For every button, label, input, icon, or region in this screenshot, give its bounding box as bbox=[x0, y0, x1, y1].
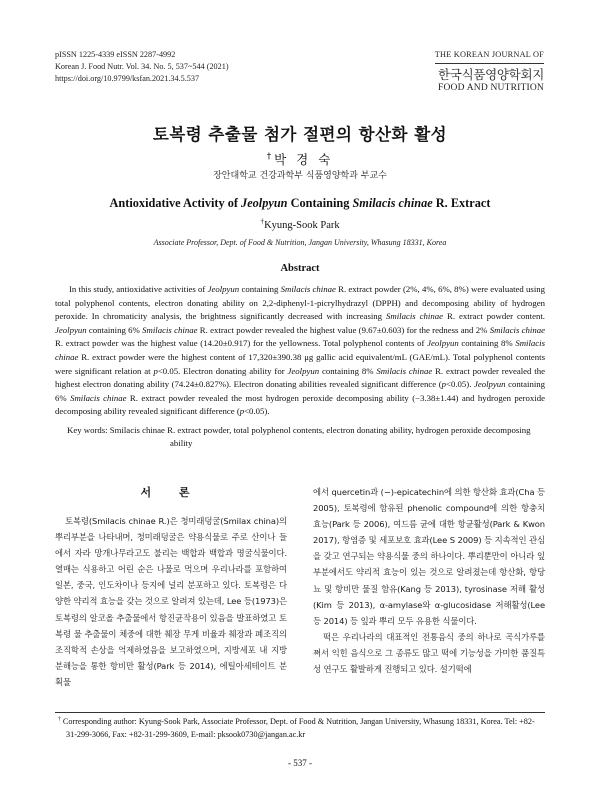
paper-title-ko: 토복령 추출물 첨가 절편의 항산화 활성 bbox=[152, 125, 448, 144]
body-paragraph: 떡은 우리나라의 대표적인 전통음식 중의 하나로 곡식가루를 쪄서 익힌 음식으로 그 종류도 많고 떡에 기능성을 가미한 품질특성 연구도 활발하게 진행되고 있다. 설기떡에 bbox=[313, 631, 545, 675]
footnote-divider bbox=[55, 712, 545, 713]
author-name-ko: 박 경 숙 bbox=[274, 152, 334, 167]
paper-title-en: Antioxidative Activity of Jeolpyun Containing Smilacis chinae R. Extract bbox=[109, 196, 491, 210]
citation-line: Korean J. Food Nutr. Vol. 34. No. 5, 537~544 (2021) bbox=[55, 62, 229, 71]
journal-name-en: THE KOREAN JOURNAL OF bbox=[434, 50, 544, 59]
journal-name-ko: 한국식품영양학회지 bbox=[438, 67, 544, 82]
affiliation-ko: 장안대학교 건강과학부 식품영양학과 부교수 bbox=[213, 171, 387, 181]
corresponding-mark: † bbox=[266, 151, 275, 162]
footnote-mark: † bbox=[58, 716, 61, 723]
keywords: Key words: Smilacis chinae R. extract powder, total polyphenol contents, electron donating ability, hydrogen peroxide decomposing ability bbox=[67, 425, 531, 449]
footnote-text: Corresponding author: Kyung-Sook Park, Associate Professor, Dept. of Food & Nutrition, Jangan University, Whasung 18331, Korea. Tel: +82-31-299-3066, Fax: +82-31-299-3609, E-mail: pksook0730@jangan.ac.kr bbox=[62, 717, 535, 739]
doi-link[interactable]: https://doi.org/10.9799/ksfan.2021.34.5.537 bbox=[55, 74, 200, 83]
page-number: - 537 - bbox=[288, 758, 312, 768]
affiliation-en: Associate Professor, Dept. of Food & Nutrition, Jangan University, Whasung 18331, Korea bbox=[153, 238, 447, 247]
issn-line: pISSN 1225-4339 eISSN 2287-4992 bbox=[55, 50, 176, 59]
author-en bbox=[0, 216, 600, 231]
body-paragraph: 에서 quercetin과 (−)-epicatechin에 의한 항산화 효과(Cha 등 2005), 토복령에 함유된 phenolic compound에 의한 항충치 효능(Park 등 2006), 여드름 균에 대한 항균활성(Park & Kwon 2017), 항염증 및 세포보호 효과(Lee S 2009) 등 지속적인 관심을 갖고 연구되는 약용식물 중의 하나이다. 뿌리뿐만이 아니라 잎 부분에서도 약리적 효능이 있는 것으로 알려졌는데 항산화, 항당뇨 및 항비만 물질 함유(Kang 등 2013), tyrosinase 저해 활성(Kim 등 2013), α-amylase와 α-glucosidase 저해활성(Lee 등 2014) 등 잎과 뿌리 모두 유용한 식물이다. bbox=[313, 487, 545, 626]
corresponding-author-footnote bbox=[55, 715, 545, 741]
author-name-en: Kyung-Sook Park bbox=[264, 220, 340, 231]
abstract-body: In this study, antioxidative activities of Jeolpyun containing Smilacis chinae R. extract powder (2%, 4%, 6%, 8%) were evaluated using total polyphenol contents, electron donating ability on 2,2-diphenyl-1-picrylhydrazyl (DPPH) and decomposing ability of hydrogen peroxide. In chromaticity analysis, the brightness significantly decreased with increasing Smilacis chinae R. extract powder content. Jeolpyun containing 6% Smilacis chinae R. extract powder revealed the highest value (9.67±0.603) for the redness and 2% Smilacis chinae R. extract powder was the highest value (14.20±0.917) for the yellowness. Total polyphenol contents of Jeolpyun containing 8% Smilacis chinae R. extract powder were the highest content of 17,320±390.38 μg gallic acid equivalent/mL (GAE/mL). Total polyphenol contents were significant relation at p<0.05. Electron donating ability for Jeolpyun containing 8% Smilacis chinae R. extract powder revealed the highest electron donating ability (74.24±0.827%). Electron donating abilities revealed significant difference (p<0.05). Jeolpyun containing 6% Smilacis chinae R. extract powder revealed the most hydrogen peroxide decomposing ability (−3.38±1.44) and hydrogen peroxide decomposing ability revealed significant difference (p<0.05). bbox=[55, 284, 546, 417]
body-column-left bbox=[55, 513, 287, 690]
abstract-heading: Abstract bbox=[280, 263, 320, 274]
corresponding-mark: † bbox=[260, 216, 265, 226]
journal-logo-block bbox=[435, 49, 544, 94]
journal-citation-block bbox=[55, 49, 229, 85]
author-ko bbox=[0, 150, 600, 168]
body-column-right bbox=[313, 484, 545, 677]
journal-name-divider bbox=[435, 63, 544, 64]
section-title-introduction: 서 론 bbox=[140, 486, 202, 499]
journal-name-en-2: FOOD AND NUTRITION bbox=[438, 83, 544, 93]
body-paragraph: 토복령(Smilacis chinae R.)은 청미래덩굴(Smilax china)의 뿌리부분을 나타내며, 청미래덩굴은 약용식물로 주로 산이나 들에서 자라 망개나무라고도 불리는 백합과 백합과 명굴식물이다. 열매는 식용하고 어린 순은 나물로 먹으며 우리나라를 포함하여 일본, 중국, 인도차이나 등지에 널리 분포하고 있다. 토복령은 다양한 약리적 효능을 갖는 것으로 알려져 있는데, Lee 등(1973)은 토복령의 알코올 추출물에서 항진균작용이 있음을 발표하였고 토복령 물 추출물이 체중에 대한 췌장 무게 비율과 췌장과 폐조직의 조직학적 손상을 억제하였음을 보고하였으며, 지방세포 내 지방 분해능을 통한 항비만 활성(Park 등 2014), 에틸아세테이트 분획물 bbox=[55, 516, 287, 687]
